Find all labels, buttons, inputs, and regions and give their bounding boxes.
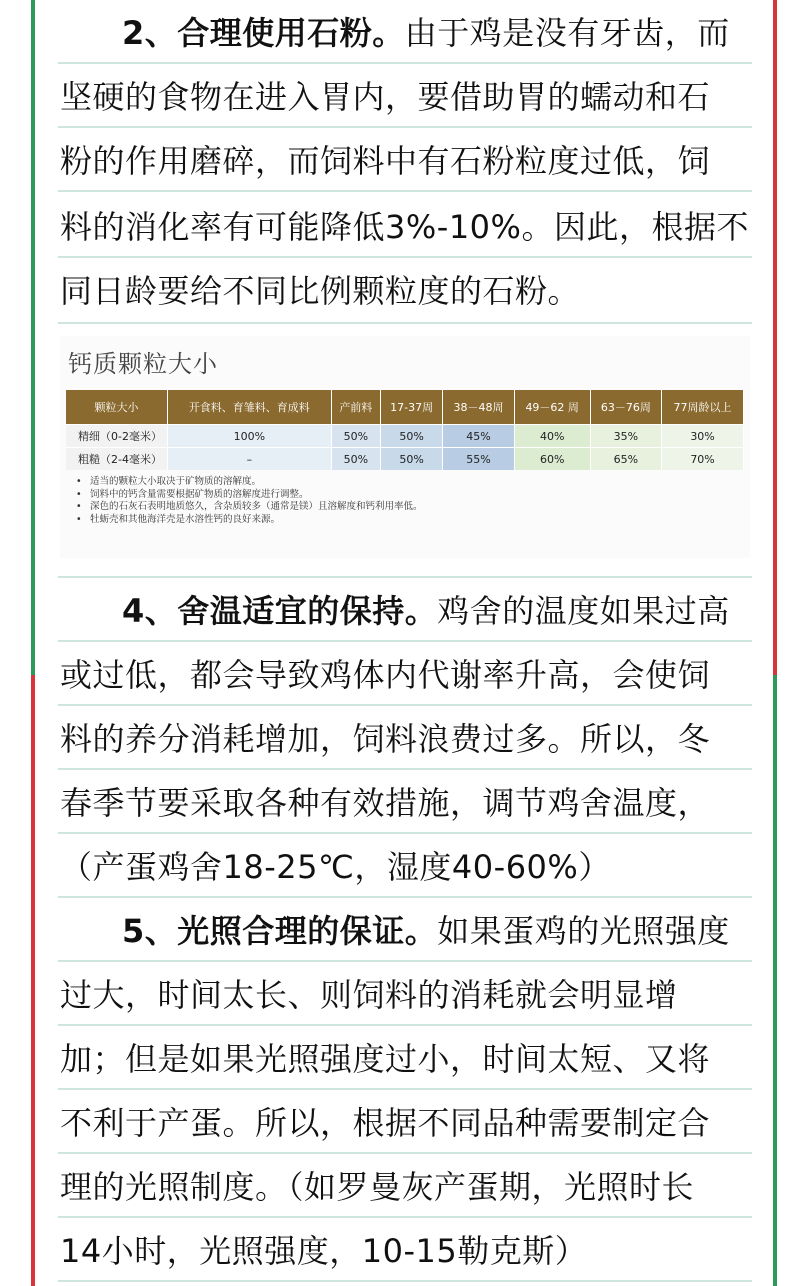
table-header: 产前料 xyxy=(331,390,380,425)
list-item: • 适当的颗粒大小取决于矿物质的溶解度。 xyxy=(76,476,736,489)
section5-line2: 过大，时间太长、则饲料的消耗就会明显增 xyxy=(60,976,678,1014)
table-cell: 50% xyxy=(380,425,442,448)
table-cell: 50% xyxy=(380,448,442,471)
section4-line1 xyxy=(60,578,810,644)
figure-notes xyxy=(76,476,736,526)
section5-line1 xyxy=(60,898,810,964)
table-header: 17-37周 xyxy=(380,390,442,425)
table-cell: 55% xyxy=(443,448,514,471)
table-header: 颗粒大小 xyxy=(66,390,168,425)
section4-heading: 舍温适宜的保持。 xyxy=(177,592,438,630)
table-cell: 65% xyxy=(590,448,661,471)
table-cell: 35% xyxy=(590,425,661,448)
table-header: 77周龄以上 xyxy=(662,390,744,425)
table-cell: 100% xyxy=(168,425,332,448)
table-cell: 60% xyxy=(514,448,590,471)
section2-text: 由于鸡是没有牙齿，而 xyxy=(404,14,730,52)
ruled-line xyxy=(58,190,752,192)
section5-line3: 加；但是如果光照强度过小，时间太短、又将 xyxy=(60,1040,711,1078)
table-cell: 30% xyxy=(662,425,744,448)
list-item: • 深色的石灰石表明地质悠久，含杂质较多（通常是镁）且溶解度和钙利用率低。 xyxy=(76,501,736,514)
section5-line6: 14小时，光照强度，10-15勒克斯） xyxy=(60,1232,588,1270)
table-cell: 精细（0-2毫米） xyxy=(66,425,168,448)
table-cell: 40% xyxy=(514,425,590,448)
table-cell: – xyxy=(168,448,332,471)
table-row xyxy=(66,425,744,448)
table-cell: 粗糙（2-4毫米） xyxy=(66,448,168,471)
section4-line4: 春季节要采取各种有效措施，调节鸡舍温度， xyxy=(60,784,711,822)
table-cell: 70% xyxy=(662,448,744,471)
section2-line1 xyxy=(60,0,810,66)
table-header-row xyxy=(66,390,744,425)
table-header: 63－76周 xyxy=(590,390,661,425)
table-header: 38－48周 xyxy=(443,390,514,425)
section4-number: 4、 xyxy=(122,592,178,630)
section5-heading: 光照合理的保证。 xyxy=(177,912,438,950)
calcium-particle-figure xyxy=(60,336,750,558)
section4-text: 鸡舍的温度如果过高 xyxy=(437,592,730,630)
section2-line2: 坚硬的食物在进入胃内，要借助胃的蠕动和石 xyxy=(60,78,711,116)
section4-line3: 料的养分消耗增加，饲料浪费过多。所以，冬 xyxy=(60,720,711,758)
table-header: 开食料、育雏料、育成料 xyxy=(168,390,332,425)
calcium-table xyxy=(66,390,744,470)
table-cell: 45% xyxy=(443,425,514,448)
figure-title: 钙质颗粒大小 xyxy=(68,350,218,378)
left-border-stripe xyxy=(31,0,35,1286)
table-cell: 50% xyxy=(331,425,380,448)
section2-number: 2、 xyxy=(122,14,178,52)
section5-number: 5、 xyxy=(122,912,178,950)
section2-line4: 料的消化率有可能降低3%-10%。因此，根据不 xyxy=(60,208,749,246)
ruled-line xyxy=(58,322,752,324)
list-item: • 饲料中的钙含量需要根据矿物质的溶解度进行调整。 xyxy=(76,489,736,502)
ruled-line xyxy=(58,1280,752,1282)
section4-line5: （产蛋鸡舍18-25℃，湿度40-60%） xyxy=(60,848,611,886)
section2-line5: 同日龄要给不同比例颗粒度的石粉。 xyxy=(60,272,581,310)
table-row xyxy=(66,448,744,471)
list-item: • 牡蛎壳和其他海洋壳是水溶性钙的良好来源。 xyxy=(76,514,736,527)
section2-line3: 粉的作用磨碎，而饲料中有石粉粒度过低，饲 xyxy=(60,142,711,180)
section5-text: 如果蛋鸡的光照强度 xyxy=(437,912,730,950)
table-cell: 50% xyxy=(331,448,380,471)
section4-line2: 或过低，都会导致鸡体内代谢率升高，会使饲 xyxy=(60,656,711,694)
section5-line4: 不利于产蛋。所以，根据不同品种需要制定合 xyxy=(60,1104,711,1142)
section5-line5: 理的光照制度。（如罗曼灰产蛋期，光照时长 xyxy=(60,1168,695,1206)
table-header: 49－62 周 xyxy=(514,390,590,425)
section2-heading: 合理使用石粉。 xyxy=(177,14,405,52)
